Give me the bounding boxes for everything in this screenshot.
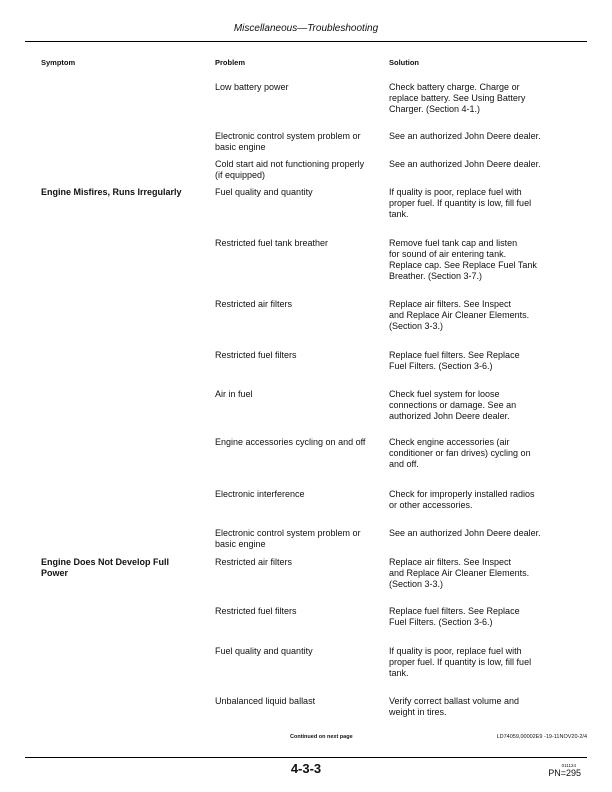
symptom-cell: Engine Misfires, Runs Irregularly [41, 187, 182, 197]
solution-cell: Check battery charge. Charge or replace battery. See Using Battery Charger. (Section 4-1.) [389, 82, 526, 114]
problem-cell: Restricted fuel filters [215, 606, 297, 616]
problem-cell: Cold start aid not functioning properly (if equipped) [215, 159, 365, 180]
page-number: 4-3-3 [290, 761, 322, 776]
solution-cell: Replace air filters. See Inspect and Replace Air Cleaner Elements. (Section 3-3.) [389, 299, 530, 331]
problem-cell: Fuel quality and quantity [215, 187, 313, 197]
problem-cell: Restricted fuel tank breather [215, 238, 329, 248]
continued-note: Continued on next page [290, 734, 353, 740]
solution-cell: If quality is poor, replace fuel with proper fuel. If quantity is low, fill fuel tank. [389, 187, 532, 219]
problem-cell: Air in fuel [215, 389, 253, 399]
problem-cell: Engine accessories cycling on and off [215, 437, 366, 447]
solution-cell: Check for improperly installed radios or other accessories. [389, 489, 535, 510]
solution-cell: See an authorized John Deere dealer. [389, 131, 541, 141]
solution-cell: Remove fuel tank cap and listen for sound of air entering tank. Replace cap. See Replace Fuel Tank Breather. (Section 3-7.) [389, 238, 537, 281]
small-code: 011124 [561, 763, 576, 768]
solution-cell: See an authorized John Deere dealer. [389, 528, 541, 538]
column-header-solution: Solution [389, 58, 419, 67]
solution-cell: Verify correct ballast volume and weight in tires. [389, 696, 520, 717]
page-header-title: Miscellaneous—Troubleshooting [233, 23, 379, 34]
solution-cell: Replace fuel filters. See Replace Fuel Filters. (Section 3-6.) [389, 606, 520, 627]
solution-cell: Check engine accessories (air conditioner or fan drives) cycling on and off. [389, 437, 531, 469]
solution-cell: Replace air filters. See Inspect and Replace Air Cleaner Elements. (Section 3-3.) [389, 557, 530, 589]
problem-cell: Restricted air filters [215, 557, 293, 567]
symptom-cell: Engine Does Not Develop Full Power [41, 557, 170, 578]
problem-cell: Electronic interference [215, 489, 305, 499]
header-rule [25, 41, 587, 42]
problem-cell: Electronic control system problem or basic engine [215, 528, 361, 549]
problem-cell: Unbalanced liquid ballast [215, 696, 316, 706]
document-code: LD74059,00002E9 -19-11NOV20-2/4 [496, 734, 587, 740]
solution-cell: Replace fuel filters. See Replace Fuel Filters. (Section 3-6.) [389, 350, 520, 371]
solution-cell: If quality is poor, replace fuel with proper fuel. If quantity is low, fill fuel tank. [389, 646, 532, 678]
problem-cell: Restricted fuel filters [215, 350, 297, 360]
solution-cell: Check fuel system for loose connections or damage. See an authorized John Deere dealer. [389, 389, 517, 421]
column-header-symptom: Symptom [41, 58, 76, 67]
problem-cell: Low battery power [215, 82, 289, 92]
column-header-problem: Problem [215, 58, 246, 67]
problem-cell: Restricted air filters [215, 299, 293, 309]
footer-rule [25, 757, 587, 758]
problem-cell: Fuel quality and quantity [215, 646, 313, 656]
solution-cell: See an authorized John Deere dealer. [389, 159, 541, 169]
problem-cell: Electronic control system problem or basic engine [215, 131, 361, 152]
pn-number: PN=295 [548, 768, 581, 778]
